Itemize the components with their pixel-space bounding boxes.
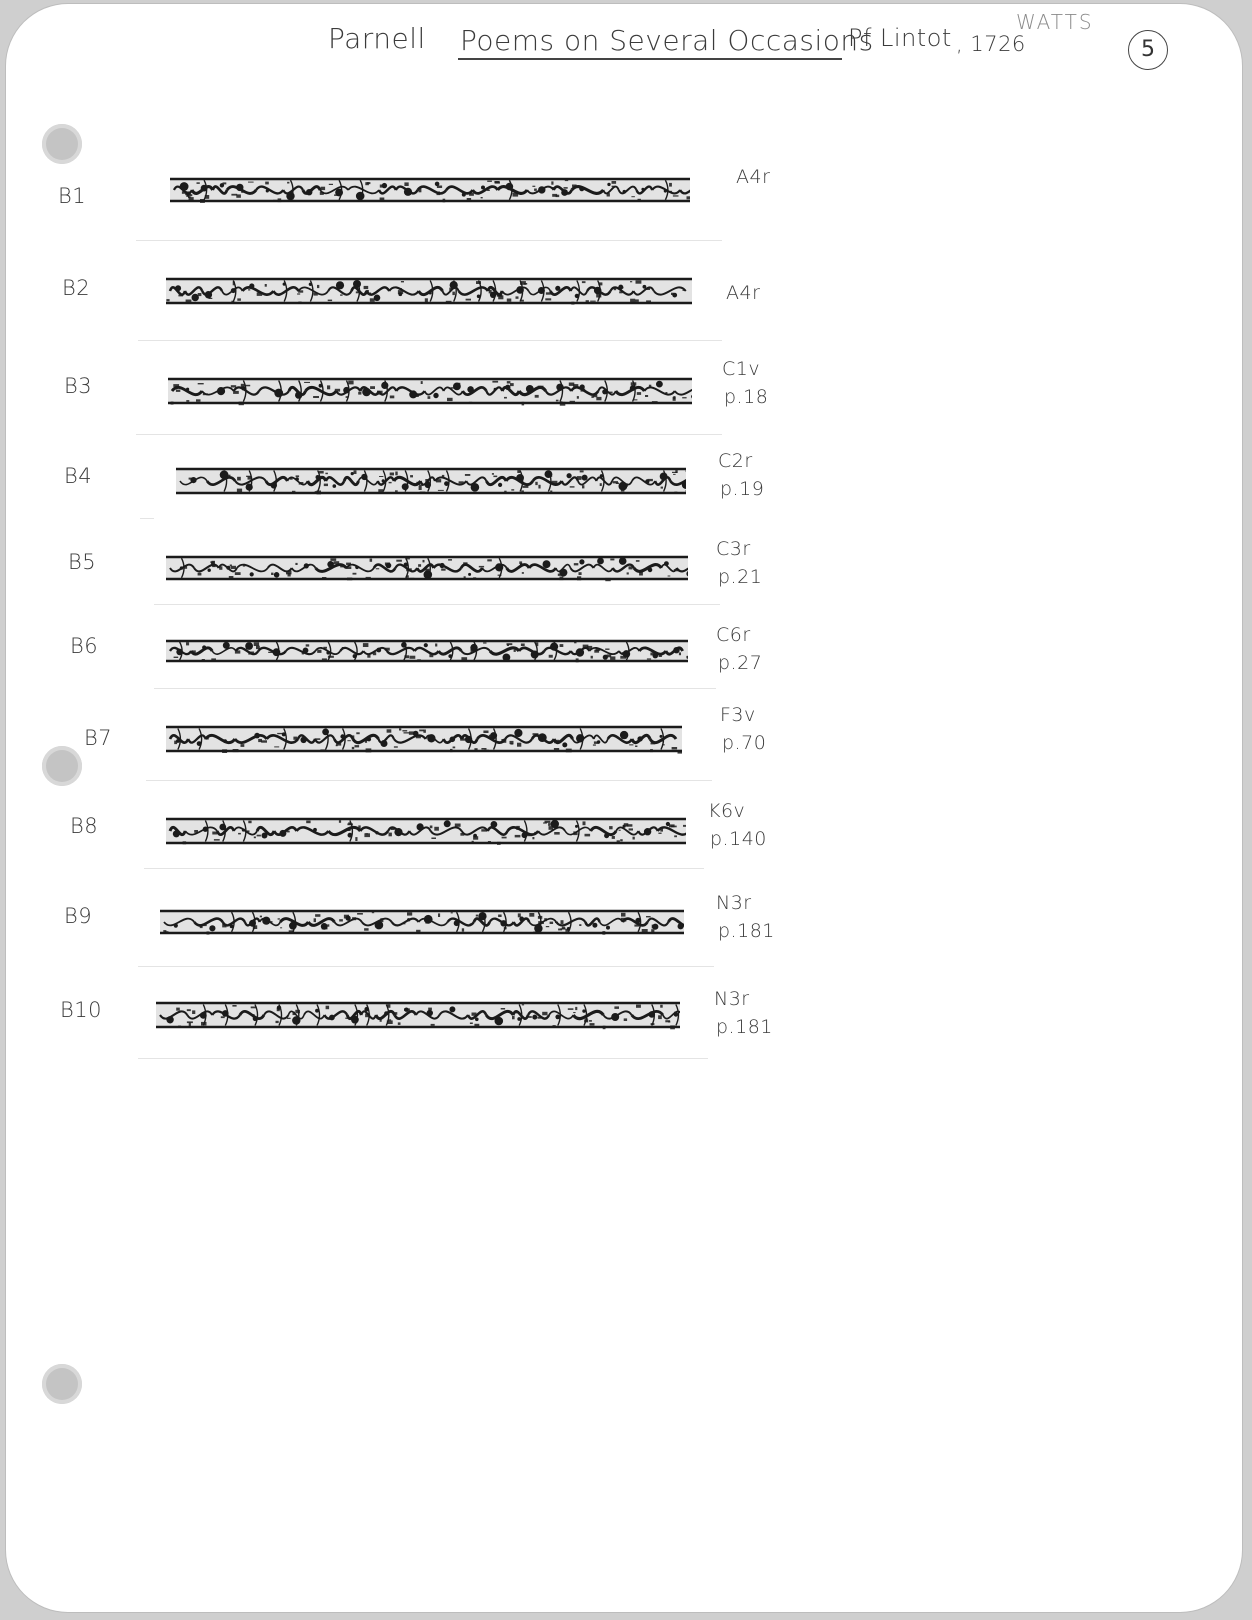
- publisher: Pf Lintot: [848, 24, 952, 52]
- signature-reference: F3v: [720, 704, 756, 726]
- ornament-label: B6: [70, 634, 99, 658]
- page-reference: p.70: [722, 732, 767, 754]
- page-reference: p.140: [710, 828, 767, 850]
- signature-reference: C6r: [716, 624, 751, 646]
- ornament-label: B7: [84, 726, 113, 750]
- author-name: Parnell: [328, 22, 426, 55]
- signature-reference: C3r: [716, 538, 751, 560]
- ornament-label: B8: [70, 814, 99, 838]
- signature-reference: A4r: [736, 166, 771, 188]
- ornament-band-image: [166, 724, 682, 758]
- signature-reference: A4r: [726, 282, 761, 304]
- ornament-label: B10: [60, 998, 102, 1022]
- ornament-label: B9: [64, 904, 93, 928]
- signature-reference: C1v: [722, 358, 761, 380]
- signature-reference: C2r: [718, 450, 753, 472]
- ornament-band-image: [160, 908, 684, 940]
- page-reference: p.18: [724, 386, 769, 408]
- signature-reference: K6v: [708, 800, 746, 822]
- page-reference: p.181: [716, 1016, 773, 1038]
- page-reference: p.27: [718, 652, 763, 674]
- ornament-band-image: [166, 554, 688, 586]
- ornament-band-image: [168, 376, 692, 410]
- ornament-band-image: [156, 1000, 680, 1034]
- page-reference: p.181: [718, 920, 775, 942]
- ornament-label: B5: [68, 550, 97, 574]
- ornament-band-image: [166, 276, 692, 310]
- page-reference: p.19: [720, 478, 765, 500]
- book-title: Poems on Several Occasions: [460, 24, 874, 57]
- collection-note: WATTS: [1016, 10, 1094, 34]
- page-reference: p.21: [718, 566, 763, 588]
- punch-hole-middle: [42, 746, 82, 786]
- punch-hole-bottom: [42, 1364, 82, 1404]
- page-number: 5: [1128, 30, 1168, 70]
- ornament-band-image: [166, 638, 688, 668]
- ornament-label: B3: [64, 374, 93, 398]
- ornament-band-image: [176, 466, 686, 500]
- ornament-band-image: [170, 176, 690, 208]
- ornament-band-image: [166, 816, 686, 850]
- punch-hole-top: [42, 124, 82, 164]
- album-page: [6, 4, 1242, 1612]
- ornament-label: B4: [64, 464, 93, 488]
- publication-year: , 1726: [956, 32, 1026, 56]
- signature-reference: N3r: [714, 988, 750, 1010]
- ornament-label: B1: [58, 184, 87, 208]
- title-underline: [458, 58, 842, 60]
- ornament-label: B2: [62, 276, 91, 300]
- signature-reference: N3r: [716, 892, 752, 914]
